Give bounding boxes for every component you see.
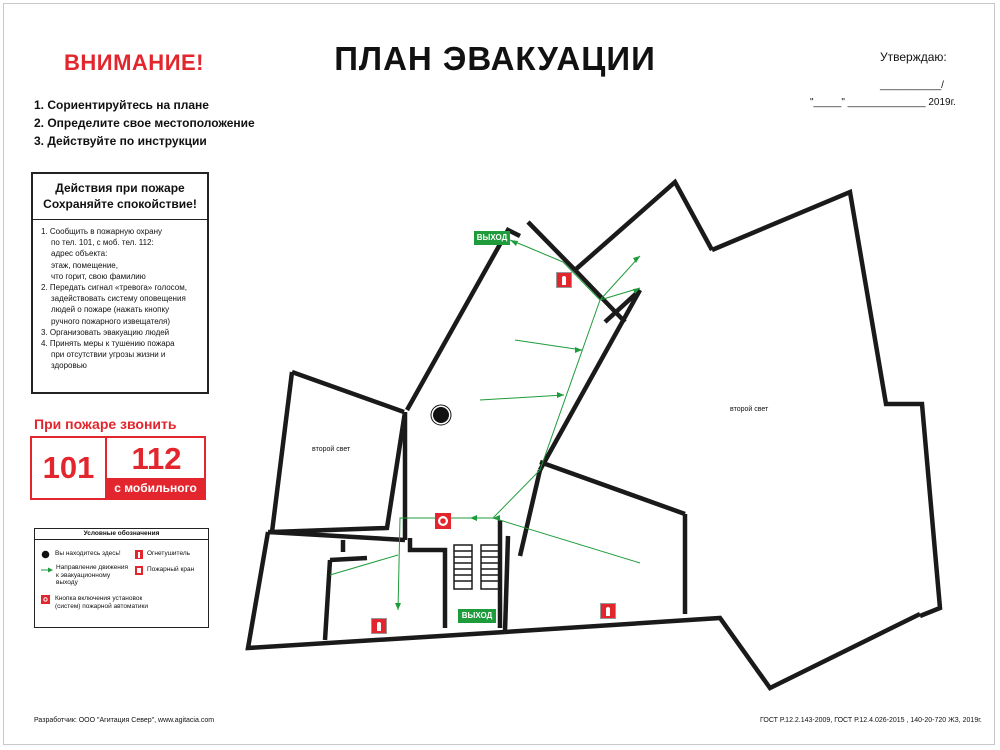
warning-label: ВНИМАНИЕ!: [64, 50, 205, 75]
action-line: 2. Передать сигнал «тревога» голосом,: [41, 283, 187, 293]
action-line: людей о пожаре (нажать кнопку: [51, 305, 170, 315]
action-line: задействовать систему оповещения: [51, 294, 186, 304]
route-arrows: [395, 240, 640, 610]
action-line: этаж, помещение,: [51, 260, 118, 270]
action-line: адрес объекта:: [51, 249, 108, 259]
action-line: что горит, свою фамилию: [51, 271, 146, 281]
approve-title: Утверждаю:: [880, 50, 947, 64]
approve-date-line: "_____" ______________ 2019г.: [810, 97, 956, 108]
fire-actions-title: Действия при пожаре: [55, 181, 185, 195]
step-item: 2. Определите свое местоположение: [34, 116, 255, 130]
room-label-left: второй свет: [312, 446, 351, 453]
action-line: 4. Принять меры к тушению пожара: [41, 339, 175, 349]
room-label-right: второй свет: [730, 406, 769, 413]
legend-title: Условные обозначения: [35, 529, 208, 540]
extinguisher-icon: [371, 618, 387, 634]
step-item: 3. Действуйте по инструкции: [34, 134, 207, 148]
legend-label: Огнетушитель: [147, 550, 191, 557]
footer-gost: ГОСТ Р.12.2.143-2009, ГОСТ Р.12.4.026-2015 , 140-20-720 ЖЗ, 2019г.: [760, 717, 982, 724]
legend-label: Пожарный кран: [147, 566, 195, 573]
action-line: при отсутствии угрозы жизни и: [51, 350, 166, 360]
mobile-label: с мобильного: [107, 478, 204, 498]
exit-sign-bottom: ВЫХОД: [458, 609, 496, 623]
phone-112: 112: [131, 441, 182, 476]
phone-101: 101: [32, 438, 107, 498]
approve-signature-line: ___________/: [880, 80, 944, 91]
step-item: 1. Сориентируйтесь на плане: [34, 98, 209, 112]
action-line: 1. Сообщить в пожарную охрану: [41, 227, 162, 236]
evacuation-routes: [330, 240, 640, 610]
footer-developer: Разработчик: ООО "Агитация Север", www.agitacia.com: [34, 717, 215, 724]
legend-label: Кнопка включения установок (систем) пожарной автоматики: [55, 595, 149, 610]
plan-walls: [248, 182, 940, 688]
action-line: ручного пожарного извещателя): [51, 316, 171, 326]
extinguisher-icon: [600, 603, 616, 619]
legend-label: Вы находитесь здесь!: [55, 550, 121, 557]
call-title: При пожаре звонить: [34, 416, 177, 432]
legend-label: Направление движения к эвакуационному выходу: [56, 564, 128, 586]
page-title: ПЛАН ЭВАКУАЦИИ: [334, 40, 656, 77]
you-are-here-marker: [433, 407, 449, 423]
alarm-button-marker: [435, 513, 451, 529]
action-line: 3. Организовать эвакуацию людей: [41, 327, 170, 337]
action-line: по тел. 101, с моб. тел. 112:: [51, 238, 154, 248]
extinguisher-icon: [556, 272, 572, 288]
exit-sign-top: ВЫХОД: [474, 231, 510, 245]
fire-actions-subtitle: Сохраняйте спокойствие!: [43, 197, 197, 211]
action-line: здоровью: [51, 361, 87, 371]
staircase: [454, 545, 499, 589]
